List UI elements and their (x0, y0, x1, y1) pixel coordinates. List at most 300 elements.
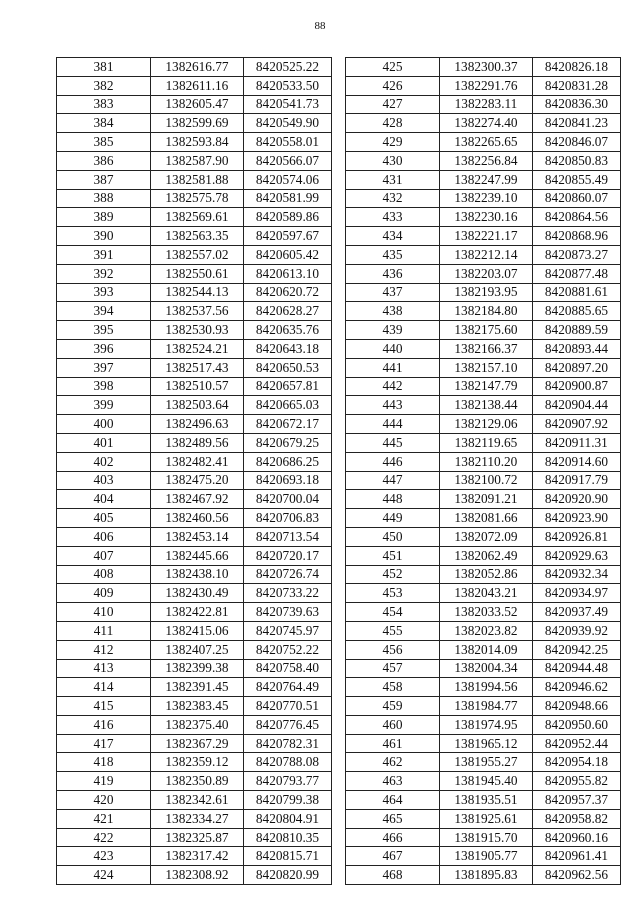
table-row (346, 584, 621, 603)
table-row (346, 76, 621, 95)
x-coordinate-cell: 1381915.70 (440, 828, 533, 847)
table-row (346, 208, 621, 227)
x-coordinate-cell: 1381895.83 (440, 866, 533, 885)
table-row (57, 396, 332, 415)
point-number-cell: 453 (346, 584, 440, 603)
y-coordinate-cell: 8420793.77 (244, 772, 332, 791)
y-coordinate-cell: 8420665.03 (244, 396, 332, 415)
y-coordinate-cell: 8420868.96 (533, 227, 621, 246)
table-row (57, 866, 332, 885)
point-number-cell: 452 (346, 565, 440, 584)
x-coordinate-cell: 1382563.35 (151, 227, 244, 246)
point-number-cell: 465 (346, 809, 440, 828)
point-number-cell: 395 (57, 321, 151, 340)
table-row (57, 734, 332, 753)
x-coordinate-cell: 1382239.10 (440, 189, 533, 208)
point-number-cell: 430 (346, 151, 440, 170)
table-row (346, 678, 621, 697)
table-row (57, 847, 332, 866)
table-row (346, 452, 621, 471)
x-coordinate-cell: 1382475.20 (151, 471, 244, 490)
point-number-cell: 434 (346, 227, 440, 246)
y-coordinate-cell: 8420643.18 (244, 339, 332, 358)
point-number-cell: 403 (57, 471, 151, 490)
y-coordinate-cell: 8420739.63 (244, 603, 332, 622)
point-number-cell: 382 (57, 76, 151, 95)
y-coordinate-cell: 8420961.41 (533, 847, 621, 866)
x-coordinate-cell: 1382325.87 (151, 828, 244, 847)
x-coordinate-cell: 1382517.43 (151, 358, 244, 377)
table-row (57, 772, 332, 791)
table-row (346, 659, 621, 678)
y-coordinate-cell: 8420907.92 (533, 415, 621, 434)
point-number-cell: 401 (57, 433, 151, 452)
point-number-cell: 446 (346, 452, 440, 471)
point-number-cell: 456 (346, 640, 440, 659)
point-number-cell: 388 (57, 189, 151, 208)
table-row (57, 490, 332, 509)
table-row (57, 76, 332, 95)
x-coordinate-cell: 1382274.40 (440, 114, 533, 133)
y-coordinate-cell: 8420533.50 (244, 76, 332, 95)
point-number-cell: 442 (346, 377, 440, 396)
x-coordinate-cell: 1382581.88 (151, 170, 244, 189)
point-number-cell: 461 (346, 734, 440, 753)
y-coordinate-cell: 8420525.22 (244, 58, 332, 77)
y-coordinate-cell: 8420558.01 (244, 133, 332, 152)
point-number-cell: 464 (346, 791, 440, 810)
y-coordinate-cell: 8420826.18 (533, 58, 621, 77)
y-coordinate-cell: 8420541.73 (244, 95, 332, 114)
y-coordinate-cell: 8420831.28 (533, 76, 621, 95)
y-coordinate-cell: 8420745.97 (244, 621, 332, 640)
y-coordinate-cell: 8420764.49 (244, 678, 332, 697)
y-coordinate-cell: 8420799.38 (244, 791, 332, 810)
y-coordinate-cell: 8420628.27 (244, 302, 332, 321)
table-row (346, 734, 621, 753)
x-coordinate-cell: 1382350.89 (151, 772, 244, 791)
table-row (57, 189, 332, 208)
x-coordinate-cell: 1382023.82 (440, 621, 533, 640)
point-number-cell: 417 (57, 734, 151, 753)
table-row (57, 809, 332, 828)
x-coordinate-cell: 1382043.21 (440, 584, 533, 603)
point-number-cell: 405 (57, 509, 151, 528)
y-coordinate-cell: 8420954.18 (533, 753, 621, 772)
point-number-cell: 426 (346, 76, 440, 95)
y-coordinate-cell: 8420900.87 (533, 377, 621, 396)
y-coordinate-cell: 8420889.59 (533, 321, 621, 340)
y-coordinate-cell: 8420923.90 (533, 509, 621, 528)
y-coordinate-cell: 8420942.25 (533, 640, 621, 659)
x-coordinate-cell: 1382593.84 (151, 133, 244, 152)
x-coordinate-cell: 1382569.61 (151, 208, 244, 227)
y-coordinate-cell: 8420893.44 (533, 339, 621, 358)
point-number-cell: 450 (346, 527, 440, 546)
point-number-cell: 384 (57, 114, 151, 133)
point-number-cell: 393 (57, 283, 151, 302)
point-number-cell: 387 (57, 170, 151, 189)
x-coordinate-cell: 1382091.21 (440, 490, 533, 509)
table-row (57, 584, 332, 603)
x-coordinate-cell: 1382119.65 (440, 433, 533, 452)
table-row (57, 452, 332, 471)
x-coordinate-cell: 1382265.65 (440, 133, 533, 152)
table-row (57, 302, 332, 321)
x-coordinate-cell: 1382575.78 (151, 189, 244, 208)
x-coordinate-cell: 1382221.17 (440, 227, 533, 246)
x-coordinate-cell: 1382157.10 (440, 358, 533, 377)
x-coordinate-cell: 1382503.64 (151, 396, 244, 415)
y-coordinate-cell: 8420770.51 (244, 697, 332, 716)
y-coordinate-cell: 8420944.48 (533, 659, 621, 678)
page-number: 88 (314, 20, 326, 32)
table-row (57, 321, 332, 340)
point-number-cell: 428 (346, 114, 440, 133)
x-coordinate-cell: 1382482.41 (151, 452, 244, 471)
point-number-cell: 385 (57, 133, 151, 152)
y-coordinate-cell: 8420932.34 (533, 565, 621, 584)
y-coordinate-cell: 8420589.86 (244, 208, 332, 227)
table-row (57, 283, 332, 302)
y-coordinate-cell: 8420957.37 (533, 791, 621, 810)
table-body (57, 58, 332, 885)
x-coordinate-cell: 1382611.16 (151, 76, 244, 95)
y-coordinate-cell: 8420897.20 (533, 358, 621, 377)
y-coordinate-cell: 8420885.65 (533, 302, 621, 321)
table-row (346, 621, 621, 640)
point-number-cell: 390 (57, 227, 151, 246)
table-row (57, 697, 332, 716)
table-row (57, 509, 332, 528)
point-number-cell: 400 (57, 415, 151, 434)
table-row (346, 828, 621, 847)
y-coordinate-cell: 8420929.63 (533, 546, 621, 565)
x-coordinate-cell: 1382391.45 (151, 678, 244, 697)
point-number-cell: 466 (346, 828, 440, 847)
y-coordinate-cell: 8420958.82 (533, 809, 621, 828)
table-row (346, 415, 621, 434)
point-number-cell: 392 (57, 264, 151, 283)
x-coordinate-cell: 1382138.44 (440, 396, 533, 415)
point-number-cell: 398 (57, 377, 151, 396)
x-coordinate-cell: 1382460.56 (151, 509, 244, 528)
x-coordinate-cell: 1382052.86 (440, 565, 533, 584)
x-coordinate-cell: 1382230.16 (440, 208, 533, 227)
table-row (346, 809, 621, 828)
point-number-cell: 429 (346, 133, 440, 152)
y-coordinate-cell: 8420597.67 (244, 227, 332, 246)
x-coordinate-cell: 1382184.80 (440, 302, 533, 321)
x-coordinate-cell: 1382308.92 (151, 866, 244, 885)
x-coordinate-cell: 1381935.51 (440, 791, 533, 810)
y-coordinate-cell: 8420939.92 (533, 621, 621, 640)
point-number-cell: 454 (346, 603, 440, 622)
x-coordinate-cell: 1382445.66 (151, 546, 244, 565)
y-coordinate-cell: 8420635.76 (244, 321, 332, 340)
point-number-cell: 410 (57, 603, 151, 622)
x-coordinate-cell: 1382438.10 (151, 565, 244, 584)
y-coordinate-cell: 8420693.18 (244, 471, 332, 490)
x-coordinate-cell: 1382300.37 (440, 58, 533, 77)
table-row (346, 58, 621, 77)
table-row (346, 264, 621, 283)
x-coordinate-cell: 1382256.84 (440, 151, 533, 170)
point-number-cell: 391 (57, 245, 151, 264)
x-coordinate-cell: 1382342.61 (151, 791, 244, 810)
point-number-cell: 439 (346, 321, 440, 340)
table-row (346, 95, 621, 114)
point-number-cell: 459 (346, 697, 440, 716)
table-row (57, 415, 332, 434)
y-coordinate-cell: 8420574.06 (244, 170, 332, 189)
y-coordinate-cell: 8420720.17 (244, 546, 332, 565)
x-coordinate-cell: 1382375.40 (151, 715, 244, 734)
table-row (57, 377, 332, 396)
table-row (346, 189, 621, 208)
x-coordinate-cell: 1382147.79 (440, 377, 533, 396)
table-row (346, 227, 621, 246)
y-coordinate-cell: 8420788.08 (244, 753, 332, 772)
point-number-cell: 413 (57, 659, 151, 678)
y-coordinate-cell: 8420815.71 (244, 847, 332, 866)
x-coordinate-cell: 1382453.14 (151, 527, 244, 546)
table-row (57, 603, 332, 622)
point-number-cell: 455 (346, 621, 440, 640)
point-number-cell: 422 (57, 828, 151, 847)
point-number-cell: 421 (57, 809, 151, 828)
point-number-cell: 408 (57, 565, 151, 584)
point-number-cell: 394 (57, 302, 151, 321)
x-coordinate-cell: 1381984.77 (440, 697, 533, 716)
point-number-cell: 423 (57, 847, 151, 866)
x-coordinate-cell: 1382334.27 (151, 809, 244, 828)
y-coordinate-cell: 8420672.17 (244, 415, 332, 434)
point-number-cell: 416 (57, 715, 151, 734)
y-coordinate-cell: 8420650.53 (244, 358, 332, 377)
x-coordinate-cell: 1382317.42 (151, 847, 244, 866)
point-number-cell: 415 (57, 697, 151, 716)
table-body (346, 58, 621, 885)
coordinates-table-left (56, 57, 332, 885)
y-coordinate-cell: 8420934.97 (533, 584, 621, 603)
y-coordinate-cell: 8420679.25 (244, 433, 332, 452)
table-row (57, 264, 332, 283)
point-number-cell: 463 (346, 772, 440, 791)
x-coordinate-cell: 1382062.49 (440, 546, 533, 565)
x-coordinate-cell: 1381994.56 (440, 678, 533, 697)
y-coordinate-cell: 8420917.79 (533, 471, 621, 490)
table-row (346, 847, 621, 866)
table-row (57, 433, 332, 452)
point-number-cell: 445 (346, 433, 440, 452)
x-coordinate-cell: 1382033.52 (440, 603, 533, 622)
x-coordinate-cell: 1381925.61 (440, 809, 533, 828)
point-number-cell: 397 (57, 358, 151, 377)
table-row (346, 490, 621, 509)
y-coordinate-cell: 8420873.27 (533, 245, 621, 264)
x-coordinate-cell: 1382489.56 (151, 433, 244, 452)
x-coordinate-cell: 1382129.06 (440, 415, 533, 434)
table-row (346, 527, 621, 546)
x-coordinate-cell: 1382415.06 (151, 621, 244, 640)
point-number-cell: 447 (346, 471, 440, 490)
y-coordinate-cell: 8420846.07 (533, 133, 621, 152)
y-coordinate-cell: 8420700.04 (244, 490, 332, 509)
x-coordinate-cell: 1382587.90 (151, 151, 244, 170)
point-number-cell: 460 (346, 715, 440, 734)
point-number-cell: 432 (346, 189, 440, 208)
table-row (346, 565, 621, 584)
y-coordinate-cell: 8420581.99 (244, 189, 332, 208)
table-row (346, 358, 621, 377)
x-coordinate-cell: 1382072.09 (440, 527, 533, 546)
table-row (57, 170, 332, 189)
table-row (57, 678, 332, 697)
y-coordinate-cell: 8420881.61 (533, 283, 621, 302)
table-row (346, 772, 621, 791)
y-coordinate-cell: 8420855.49 (533, 170, 621, 189)
point-number-cell: 467 (346, 847, 440, 866)
x-coordinate-cell: 1382166.37 (440, 339, 533, 358)
y-coordinate-cell: 8420877.48 (533, 264, 621, 283)
table-row (346, 283, 621, 302)
point-number-cell: 431 (346, 170, 440, 189)
y-coordinate-cell: 8420706.83 (244, 509, 332, 528)
point-number-cell: 438 (346, 302, 440, 321)
table-row (346, 396, 621, 415)
coordinates-table-right (345, 57, 621, 885)
x-coordinate-cell: 1382193.95 (440, 283, 533, 302)
x-coordinate-cell: 1382014.09 (440, 640, 533, 659)
x-coordinate-cell: 1382175.60 (440, 321, 533, 340)
x-coordinate-cell: 1382422.81 (151, 603, 244, 622)
y-coordinate-cell: 8420713.54 (244, 527, 332, 546)
table-row (57, 58, 332, 77)
x-coordinate-cell: 1382081.66 (440, 509, 533, 528)
point-number-cell: 389 (57, 208, 151, 227)
y-coordinate-cell: 8420810.35 (244, 828, 332, 847)
y-coordinate-cell: 8420836.30 (533, 95, 621, 114)
y-coordinate-cell: 8420926.81 (533, 527, 621, 546)
table-row (57, 471, 332, 490)
point-number-cell: 396 (57, 339, 151, 358)
point-number-cell: 419 (57, 772, 151, 791)
table-row (57, 114, 332, 133)
point-number-cell: 425 (346, 58, 440, 77)
y-coordinate-cell: 8420911.31 (533, 433, 621, 452)
y-coordinate-cell: 8420904.44 (533, 396, 621, 415)
table-row (57, 227, 332, 246)
table-row (346, 133, 621, 152)
x-coordinate-cell: 1382399.38 (151, 659, 244, 678)
table-row (57, 527, 332, 546)
table-row (346, 302, 621, 321)
point-number-cell: 383 (57, 95, 151, 114)
table-row (346, 791, 621, 810)
x-coordinate-cell: 1382247.99 (440, 170, 533, 189)
x-coordinate-cell: 1382283.11 (440, 95, 533, 114)
point-number-cell: 414 (57, 678, 151, 697)
table-row (57, 640, 332, 659)
point-number-cell: 435 (346, 245, 440, 264)
table-row (346, 151, 621, 170)
x-coordinate-cell: 1382599.69 (151, 114, 244, 133)
y-coordinate-cell: 8420605.42 (244, 245, 332, 264)
table-row (346, 471, 621, 490)
y-coordinate-cell: 8420657.81 (244, 377, 332, 396)
point-number-cell: 462 (346, 753, 440, 772)
table-row (346, 509, 621, 528)
point-number-cell: 457 (346, 659, 440, 678)
point-number-cell: 407 (57, 546, 151, 565)
table-row (346, 603, 621, 622)
table-row (57, 133, 332, 152)
x-coordinate-cell: 1382004.34 (440, 659, 533, 678)
x-coordinate-cell: 1382203.07 (440, 264, 533, 283)
point-number-cell: 440 (346, 339, 440, 358)
table-row (346, 433, 621, 452)
table-row (57, 791, 332, 810)
table-row (346, 245, 621, 264)
y-coordinate-cell: 8420864.56 (533, 208, 621, 227)
table-row (57, 828, 332, 847)
y-coordinate-cell: 8420950.60 (533, 715, 621, 734)
table-row (57, 659, 332, 678)
point-number-cell: 402 (57, 452, 151, 471)
y-coordinate-cell: 8420613.10 (244, 264, 332, 283)
point-number-cell: 406 (57, 527, 151, 546)
table-row (346, 715, 621, 734)
x-coordinate-cell: 1382510.57 (151, 377, 244, 396)
x-coordinate-cell: 1382212.14 (440, 245, 533, 264)
point-number-cell: 433 (346, 208, 440, 227)
point-number-cell: 436 (346, 264, 440, 283)
point-number-cell: 427 (346, 95, 440, 114)
x-coordinate-cell: 1381965.12 (440, 734, 533, 753)
table-row (346, 114, 621, 133)
y-coordinate-cell: 8420860.07 (533, 189, 621, 208)
y-coordinate-cell: 8420782.31 (244, 734, 332, 753)
y-coordinate-cell: 8420686.25 (244, 452, 332, 471)
x-coordinate-cell: 1382605.47 (151, 95, 244, 114)
point-number-cell: 443 (346, 396, 440, 415)
table-row (346, 546, 621, 565)
y-coordinate-cell: 8420620.72 (244, 283, 332, 302)
y-coordinate-cell: 8420937.49 (533, 603, 621, 622)
point-number-cell: 448 (346, 490, 440, 509)
table-row (346, 170, 621, 189)
y-coordinate-cell: 8420758.40 (244, 659, 332, 678)
table-row (57, 565, 332, 584)
y-coordinate-cell: 8420962.56 (533, 866, 621, 885)
y-coordinate-cell: 8420820.99 (244, 866, 332, 885)
y-coordinate-cell: 8420733.22 (244, 584, 332, 603)
table-row (346, 640, 621, 659)
table-row (57, 715, 332, 734)
y-coordinate-cell: 8420948.66 (533, 697, 621, 716)
table-row (57, 546, 332, 565)
y-coordinate-cell: 8420914.60 (533, 452, 621, 471)
x-coordinate-cell: 1382407.25 (151, 640, 244, 659)
point-number-cell: 468 (346, 866, 440, 885)
point-number-cell: 399 (57, 396, 151, 415)
x-coordinate-cell: 1381955.27 (440, 753, 533, 772)
point-number-cell: 412 (57, 640, 151, 659)
table-row (57, 621, 332, 640)
x-coordinate-cell: 1382110.20 (440, 452, 533, 471)
y-coordinate-cell: 8420920.90 (533, 490, 621, 509)
